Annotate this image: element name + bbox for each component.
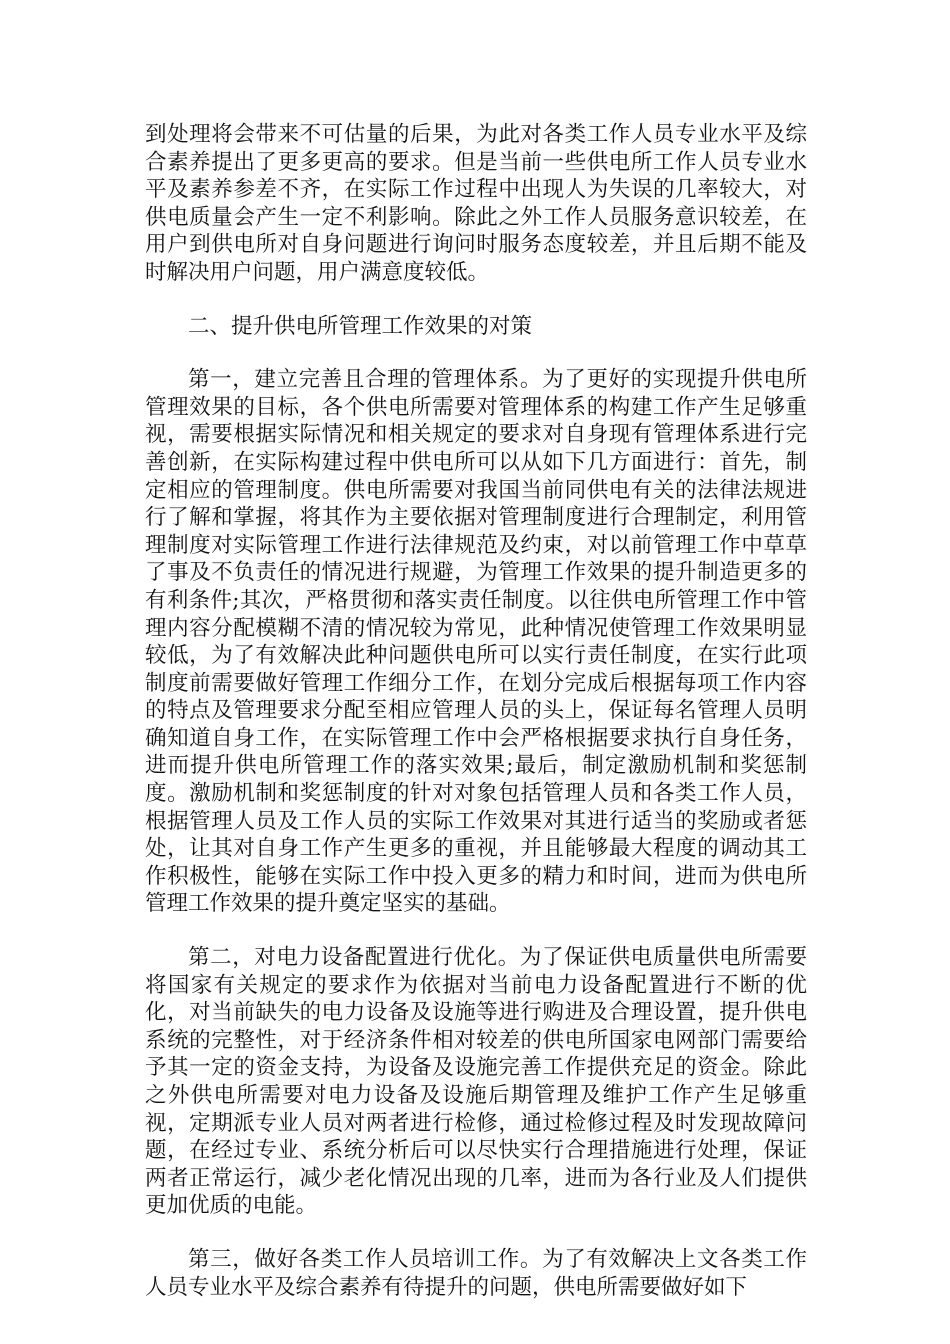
paragraph-third-measure: 第三，做好各类工作人员培训工作。为了有效解决上文各类工作人员专业水平及综合素养有待提升的问题，供电所需要做好如下 — [145, 1246, 807, 1300]
document-page — [145, 121, 807, 1327]
paragraph-second-measure: 第二，对电力设备配置进行优化。为了保证供电质量供电所需要将国家有关规定的要求作为依据对当前电力设备配置进行不断的优化，对当前缺失的电力设备及设施等进行购进及合理设置，提升供电系统的完整性，对于经济条件相对较差的供电所国家电网部门需要给予其一定的资金支持，为设备及设施完善工作提供充足的资金。除此之外供电所需要对电力设备及设施后期管理及维护工作产生足够重视，定期派专业人员对两者进行检修，通过检修过程及时发现故障问题，在经过专业、系统分析后可以尽快实行合理措施进行处理，保证两者正常运行，减少老化情况出现的几率，进而为各行业及人们提供更加优质的电能。 — [145, 945, 807, 1219]
paragraph-first-measure: 第一，建立完善且合理的管理体系。为了更好的实现提升供电所管理效果的目标，各个供电所需要对管理体系的构建工作产生足够重视，需要根据实际情况和相关规定的要求对自身现有管理体系进行完善创新，在实际构建过程中供电所可以从如下几方面进行：首先，制定相应的管理制度。供电所需要对我国当前同供电有关的法律法规进行了解和掌握，将其作为主要依据对管理制度进行合理制定，利用管理制度对实际管理工作进行法律规范及约束，对以前管理工作中草草了事及不负责任的情况进行规避，为管理工作效果的提升制造更多的有利条件;其次，严格贯彻和落实责任制度。以往供电所管理工作中管理内容分配模糊不清的情况较为常见，此种情况使管理工作效果明显较低，为了有效解决此种问题供电所可以实行责任制度，在实行此项制度前需要做好管理工作细分工作，在划分完成后根据每项工作内容的特点及管理要求分配至相应管理人员的头上，保证每名管理人员明确知道自身工作，在实际管理工作中会严格根据要求执行自身任务，进而提升供电所管理工作的落实效果;最后，制定激励机制和奖惩制度。激励机制和奖惩制度的针对对象包括管理人员和各类工作人员，根据管理人员及工作人员的实际工作效果对其进行适当的奖励或者惩处，让其对自身工作产生更多的重视，并且能够最大程度的调动其工作积极性，能够在实际工作中投入更多的精力和时间，进而为供电所管理工作效果的提升奠定坚实的基础。 — [145, 367, 807, 917]
paragraph-continuation: 到处理将会带来不可估量的后果，为此对各类工作人员专业水平及综合素养提出了更多更高的要求。但是当前一些供电所工作人员专业水平及素养参差不齐，在实际工作过程中出现人为失误的几率较大，对供电质量会产生一定不利影响。除此之外工作人员服务意识较差，在用户到供电所对自身问题进行询问时服务态度较差，并且后期不能及时解决用户问题，用户满意度较低。 — [145, 122, 807, 285]
section-heading: 二、提升供电所管理工作效果的对策 — [188, 313, 533, 339]
